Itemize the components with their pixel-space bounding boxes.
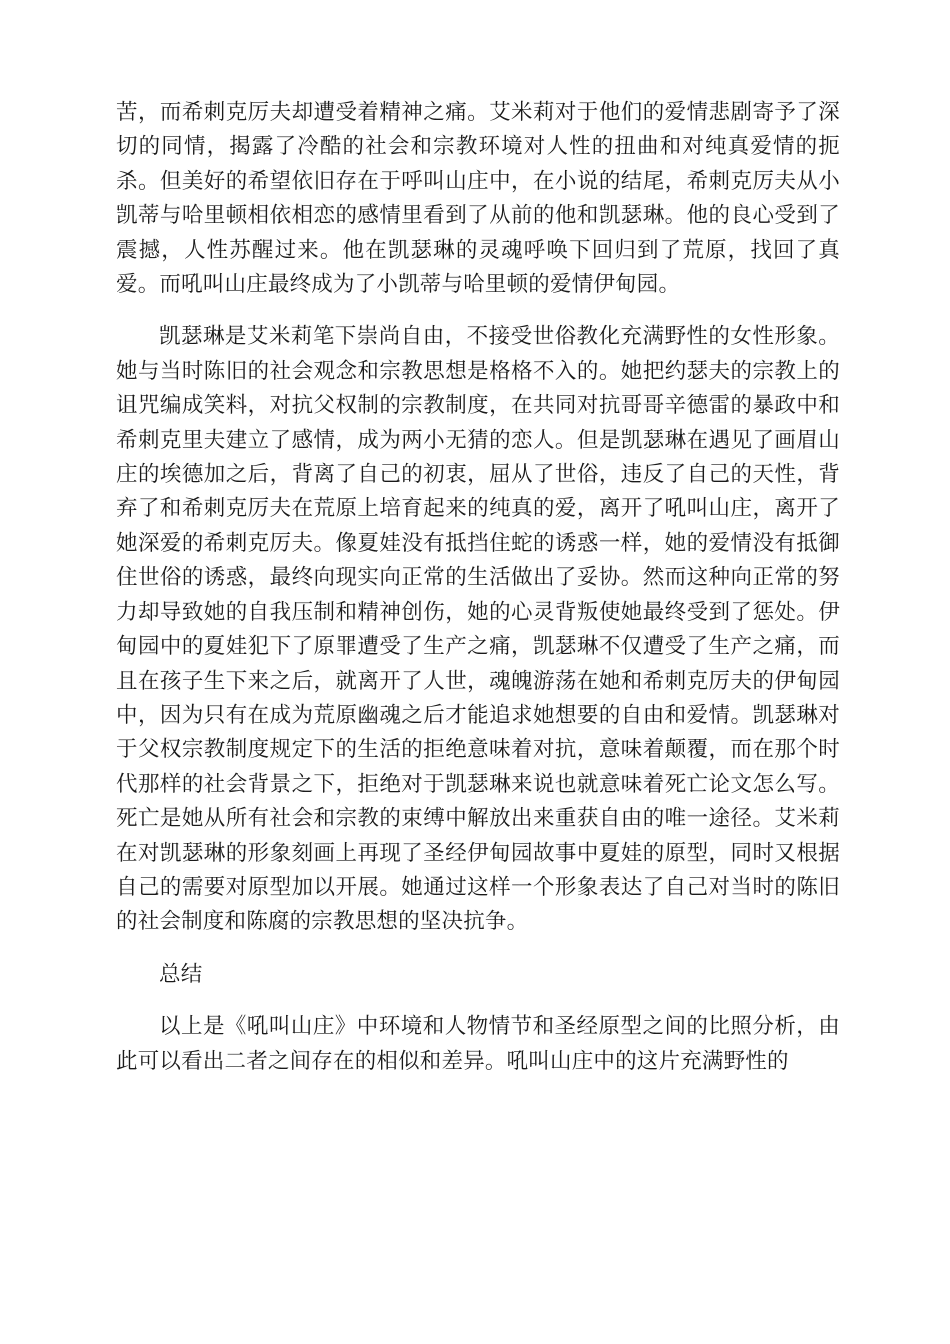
section-heading-summary: 总结 — [159, 961, 203, 987]
paragraph-1: 苦，而希刺克厉夫却遭受着精神之痛。艾米莉对于他们的爱情悲剧寄予了深切的同情，揭露了冷酷的社会和宗教环境对人性的扭曲和对纯真爱情的扼杀。但美好的希望依旧存在于呼叫山庄中，在小说的结尾，希刺克厉夫从小凯蒂与哈里顿相依相恋的感情里看到了从前的他和凯瑟琳。他的良心受到了震撼，人性苏醒过来。他在凯瑟琳的灵魂呼唤下回归到了荒原，找回了真爱。而吼叫山庄最终成为了小凯蒂与哈里顿的爱情伊甸园。 — [116, 100, 840, 298]
paragraph-gap — [116, 302, 840, 320]
paragraph-gap — [116, 940, 840, 958]
paragraph-2: 凯瑟琳是艾米莉笔下崇尚自由，不接受世俗教化充满野性的女性形象。她与当时陈旧的社会观念和宗教思想是格格不入的。她把约瑟夫的宗教上的诅咒编成笑料，对抗父权制的宗教制度，在共同对抗哥哥辛德雷的暴政中和希刺克里夫建立了感情，成为两小无猜的恋人。但是凯瑟琳在遇见了画眉山庄的埃德加之后，背离了自己的初衷，屈从了世俗，违反了自己的天性，背弃了和希刺克厉夫在荒原上培育起来的纯真的爱，离开了吼叫山庄，离开了她深爱的希刺克厉夫。像夏娃没有抵挡住蛇的诱惑一样，她的爱情没有抵御住世俗的诱惑，最终向现实向正常的生活做出了妥协。然而这种向正常的努力却导致她的自我压制和精神创伤，她的心灵背叛使她最终受到了惩处。伊甸园中的夏娃犯下了原罪遭受了生产之痛，凯瑟琳不仅遭受了生产之痛，而且在孩子生下来之后，就离开了人世，魂魄游荡在她和希刺克厉夫的伊甸园中，因为只有在成为荒原幽魂之后才能追求她想要的自由和爱情。凯瑟琳对于父权宗教制度规定下的生活的拒绝意味着对抗，意味着颠覆，而在那个时代那样的社会背景之下，拒绝对于凯瑟琳来说也就意味着死亡论文怎么写。死亡是她从所有社会和宗教的束缚中解放出来重获自由的唯一途径。艾米莉在对凯瑟琳的形象刻画上再现了圣经伊甸园故事中夏娃的原型，同时又根据自己的需要对原型加以开展。她通过这样一个形象表达了自己对当时的陈旧的社会制度和陈腐的宗教思想的坚决抗争。 — [116, 324, 840, 935]
paragraph-gap — [116, 992, 840, 1010]
paragraph-3: 以上是《吼叫山庄》中环境和人物情节和圣经原型之间的比照分析，由此可以看出二者之间存在的相似和差异。吼叫山庄中的这片充满野性的 — [116, 1014, 840, 1074]
document-page — [116, 96, 840, 1079]
